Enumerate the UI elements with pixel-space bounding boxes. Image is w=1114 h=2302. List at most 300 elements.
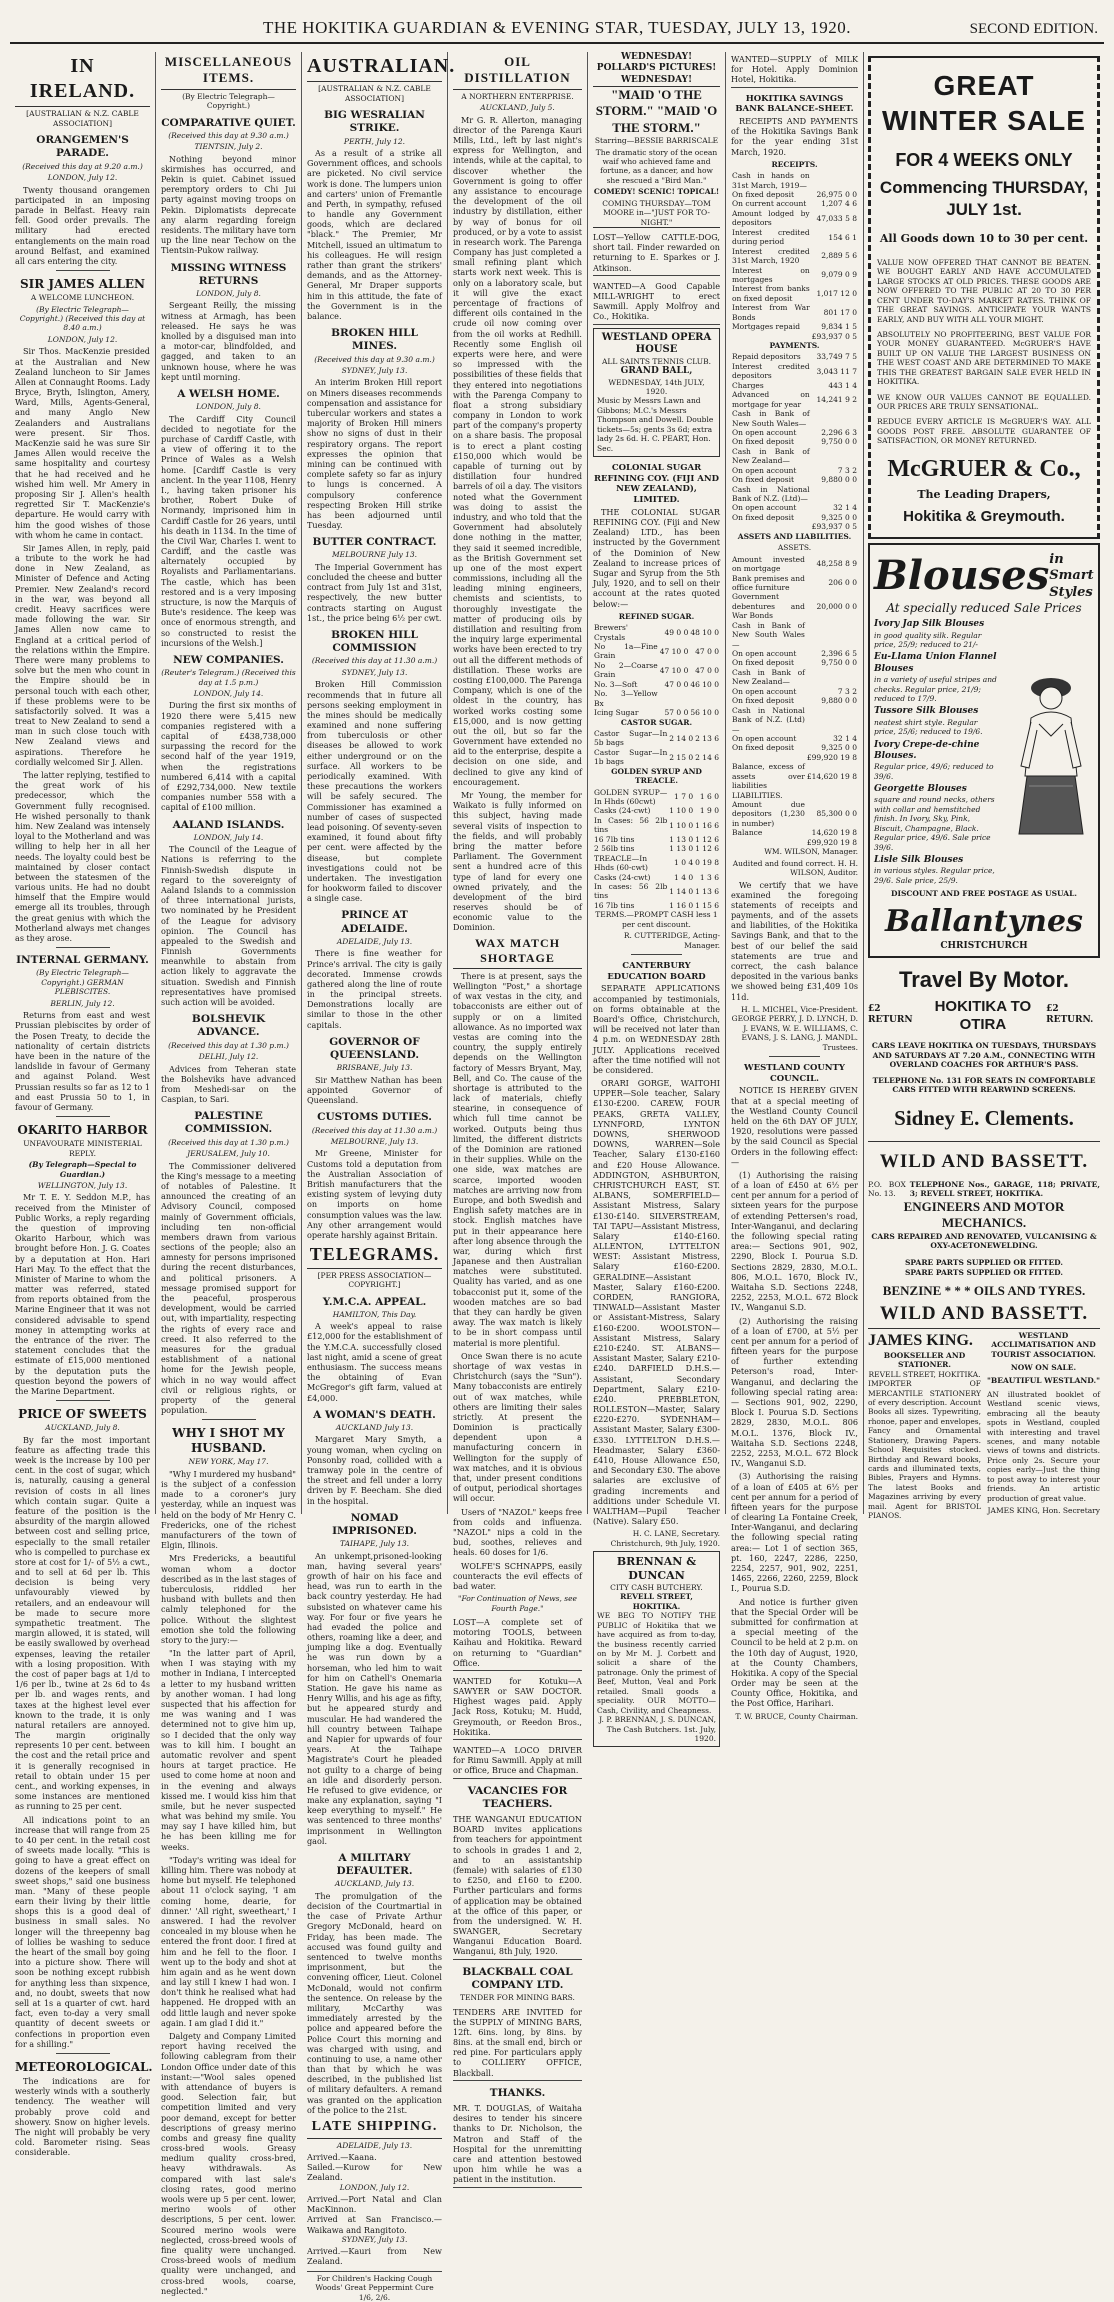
dateline: AUCKLAND July 13.: [335, 1422, 414, 1432]
dateline: SYDNEY, July 13.: [341, 366, 408, 375]
divider: [631, 954, 682, 955]
table-cell: 9,325 0 0: [821, 743, 857, 753]
blouses-tagline: At specially reduced Sale Prices: [886, 601, 1082, 616]
table-row: [731, 668, 858, 687]
story-title: CUSTOMS DUTIES.: [317, 1111, 432, 1124]
sale-date: JULY 1st.: [946, 199, 1022, 219]
classified-ad: WANTED for Kotuku—A SAWYER or SAW DOCTOR. Highest wages paid. Apply Jack Ross, Kotuku; M. Hudd, Greymouth, or Reedon Bros., Hokitika.: [453, 1674, 582, 1740]
table-cell: [659, 689, 690, 708]
story-title: PRINCE AT ADELAIDE.: [341, 909, 408, 935]
ad-line: ALL SAINTS TENNIS CLUB.: [602, 356, 711, 366]
table-cell: 14,620 19 8: [811, 828, 857, 838]
story-body: The promulgation of the decision of the Courtmartial in the case of Private Arthur Gregory McDonald, heard on Friday, has been made. The accused was found guilty and sentenced to twelve months imprisonment, but the convening officer, Lieut. Colonel McDonald, would not confirm the sentence. On release by the military, McCarthy was immediately arrested by the police and appeared before the Police Court this morning and was charged with using, and continuing to use, a name other than that by which he was described, in the published list of military defaulters. A remand was granted on the application of the police to the 21st.: [307, 1890, 442, 2115]
table-cell: Brewers' Crystals: [594, 623, 628, 642]
ad-line: WE BEG TO NOTIFY THE PUBLIC of Hokitika that we have acquired as from to-day, the business recently carried on by Mr M. J. Corbett and solicit a share of the patronage. Only the primest of Beef, Mutton, Veal and Pork retailed. Small goods a speciality. OUR MOTTO—Cash, Civility, and Cheapness.: [597, 1611, 716, 1715]
classified-ad: WANTED—SUPPLY of MILK for Hotel. Apply Dominion Hotel, Hokitika.: [731, 52, 858, 88]
table-cell: 49 0 0: [664, 627, 689, 637]
table-cell: Amount lodged by depositors: [732, 208, 810, 228]
table-cell: Casks (24-cwt): [594, 806, 651, 816]
story-body: By far the most important feature as affecting trade this week is the increase by 100 per cent. in the cost of sugar, which is, naturally, causing a general revision of costs in all lines which contain sugar. Quite a feature of the position is the absurdity of the margin allowed between cost and selling price, especially to the small retailer who is compelled to purchase ex store at cost for 1/- of 5½ a cwt., and to sell at 6d per lb. This decision is being very unfavourably viewed by retailers, and an endeavour will be made to secure more sympathetic treatment. The margin allowed, it is stated, will be easily swallowed by overhead expenses, leaving the retailer with a losing proposition. With the cost of paper bags at 1/d to 1/6 per lb., twine at 2s 6d to 4s per lb. and wages rents, and taxes at the highest level ever known to the trade, it is only natural retailers are annoyed. The margin originally represents 10 per cent. between the cost and the retail price and it is generally recognised in retail to obtain under 15 per cent., and working expenses, in some instances are mentioned as running to 25 per cent.: [15, 1434, 150, 1812]
table-cell: Bank premises and office furniture: [732, 573, 805, 592]
story-body: "Today's writing was ideal for killing him. There was nobody at home but myself. He telephoned about 11 o'clock saying, 'I am coming home, dearie, for dinner.' 'All right, sweetheart,' I answered. I had the revolver concealed in my blouse when he entered the front door. I fired at him and he fell to the floor. I went up to the body and shot at him again and as he went down and lay still I knew I had won. I don't think he realised what had happened. He dropped with an odd little laugh and never spoke again. I am glad I did it.": [161, 1854, 296, 2028]
story-title: BROKEN HILL COMMISSION: [331, 629, 418, 655]
table-row: [731, 621, 858, 649]
received-line: (Received this day at 1.30 p.m.): [168, 1040, 289, 1050]
table-row: [731, 284, 858, 303]
table-cell: Cash in Bank of New South Wales—: [732, 409, 810, 428]
sale-text: ABSOLUTELY NO PROFITEERING, BEST VALUE FOR YOUR MONEY GUARANTEED. McGRUER'S HAVE BUILT UP ON VALUE THE LARGEST BUSINESS ON THE WEST COAST AND ARE DETERMINED TO MAKE THIS THE GREATEST BARGAIN SALE EVER HELD IN HOKITIKA.: [877, 329, 1091, 387]
table-cell: 2 13 6: [695, 733, 719, 743]
table-row: [731, 503, 858, 512]
shipping-line: ADELAIDE, July 13.: [336, 2140, 413, 2150]
classified-ad: MR. T. DOUGLAS, of Waitaha desires to tender his sincere thanks to Dr. Nicholson, the Matron and Staff of the Hospital for the unremitting care and attention bestowed upon him while he was a patient in the institution.: [453, 2101, 582, 2188]
table-row: [731, 447, 858, 466]
column-oil-distillation: [448, 52, 588, 2185]
james-king-body: IMPORTER OF MERCANTILE STATIONERY of every description. Account Books all sizes. Typewriting, rhonoe, paper and envelopes, Fancy and Ornamental Stationery, Drawing Papers. School Requisites stocked. Birthday and Reward books, cards and illuminated texts, Bibles, Prayers and Hymns. The latest Books and Magazines arriving by every mail. Agent for BRISTOL PIANOS.: [868, 1379, 981, 1521]
table-cell: 1 16 0: [669, 900, 694, 910]
ad-title: BRENNAN & DUNCAN: [616, 1555, 697, 1583]
table-row: [593, 788, 720, 807]
table-row: [731, 466, 858, 475]
story-title: PALESTINE COMMISSION.: [184, 1110, 273, 1136]
table-cell: Interest credited depositors: [732, 361, 810, 381]
table-cell: 2 14 0: [669, 733, 694, 743]
blouse-item-detail: in good quality silk. Regular price, 25/9; reduced to 21/-: [874, 630, 982, 649]
story-title: PRICE OF SWEETS: [18, 1407, 147, 1422]
woman-figure-icon: [1009, 666, 1089, 836]
dateline: HAMILTON, This Day.: [332, 1309, 417, 1319]
table-row: [731, 658, 858, 667]
table-cell: 47,033 5 8: [816, 213, 857, 223]
table-cell: 9,325 0 0: [821, 512, 857, 522]
table-cell: 33,749 7 5: [816, 352, 857, 362]
sale-weeks: FOR 4 WEEKS ONLY: [895, 149, 1073, 170]
table-cell: 1 13 0: [669, 834, 694, 844]
table-cell: £93,937 0 5: [811, 522, 857, 532]
great-winter-sale-ad: [868, 56, 1100, 539]
james-king-name: JAMES KING.: [868, 1331, 973, 1349]
story-title: BROKEN HILL MINES.: [331, 327, 418, 353]
spare-parts: SPARE PARTS SUPPLIED OR FITTED.: [904, 1258, 1064, 1268]
terms-line: TERMS.—PROMPT CASH less 1 per cent discount.: [595, 910, 718, 929]
table-row: [731, 409, 858, 428]
ad-body: (2) Authorising the raising of a loan of £700, at 5½ per cent per annum for a period of fifteen years for the purpose of further extending Peterson's road, Inter-Wanganui, and declaring the following special rating area:— Sections 901, 902, 2290, Block I. Pourua S.D. Sections 2829, 2830, M.O.L. 806 M.O.L. 1376, Block IV., Waitaha S.D. Sections 2248, 2252, 2253, M.O.L. 672 Block IV., Wanganui S.D.: [731, 1315, 858, 1469]
liabilities-table: [731, 762, 858, 847]
received-line: (By Telegraph—Special to Guardian.): [28, 1160, 137, 1179]
story-body: Mr T. E. Y. Seddon M.P., has received from the Minister of Public Works, a reply regarding the question of improving Okarito Harbour, which was brought before Hon. J. G. Coates by a deputation at Hon. Hari Hari May. To the effect that the Minister of Marine to whom the matter was referred, stated from reports obtained from the Marine Engineer that it was not considered advisable to spend money in attempting works at the entrance of the river. The statement concludes that the estimate of £15,000 mentioned by the deputation puts the question beyond the powers of the Marine Department.: [15, 1192, 150, 1396]
ad-line: CITY CASH BUTCHERY.: [610, 1582, 703, 1592]
classified-ad: LOST—A complete set of motoring TOOLS, between Kaihau and Hokitika. Reward on returning to "Guardian" Office.: [453, 1615, 582, 1671]
table-cell: [806, 668, 858, 687]
cinema-title: "MAID 'O THE STORM." "MAID 'O THE STORM.": [595, 86, 718, 135]
table-row: [731, 332, 858, 341]
blouses-list: [874, 616, 999, 885]
table-row: [731, 390, 858, 409]
story-title: NEW COMPANIES.: [173, 653, 284, 666]
story-body: Sir Matthew Nathan has been appointed Governor of Queensland.: [307, 1074, 442, 1106]
table-cell: 3,043 11 7: [816, 366, 857, 376]
table-cell: No. 3—Soft: [594, 679, 638, 689]
story-title: METEOROLOGICAL.: [15, 2059, 153, 2074]
beautiful-westland-ad: [987, 1331, 1100, 1524]
table-cell: Cash in Bank of New South Wales—: [732, 620, 805, 649]
table-cell: Interest from War Bonds: [732, 303, 810, 322]
wild-bassett-title: WILD AND BASSETT.: [879, 1302, 1089, 1324]
story-title: A MILITARY DEFAULTER.: [336, 1852, 413, 1878]
story-title: SIR JAMES ALLEN: [20, 277, 145, 292]
story-title: BIG WESRALIAN STRIKE.: [324, 109, 425, 135]
dateline: MELBOURNE July 13.: [331, 550, 418, 560]
table-cell: Interest from banks on fixed deposit: [732, 284, 810, 303]
story-body: There is at present, says the Wellington "Post," a shortage of wax vestas in the city, and tobacconists are either out of supply or on a limited allowance. As no imported wax vestas are coming into the country, the supply entirely depends on the Wellington factory of Messrs Bryant, May, Bell, and Co. The cause of the shortage is attributed to the lack of materials, chiefly stearine, in consequence of which full time cannot be worked. Outputs being thus limited, the different districts of the Dominion are rationed in their supplies. While on the one side, wax matches are scarce, imported wooden matches are arriving now from Europe, and both Swedish and English safety matches are in stock. English matches have put in their appearance here after long absence through the war, during which first Japanese and then Australian matches were substituted. Quality has varied, and as one tobacconist put it, some of the wooden matches are so bad that they can hardly be given away. The wax match is likely to be in short compass until material is more plentiful.: [453, 970, 582, 1348]
dateline: AUCKLAND, July 5.: [480, 103, 555, 113]
dateline: LONDON, July 14.: [193, 832, 264, 842]
table-row: [593, 729, 720, 748]
table-row: [731, 687, 858, 696]
table-heading: PAYMENTS.: [769, 341, 820, 351]
continuation-note: "For Continuation of News, see Fourth Page.": [458, 1594, 577, 1613]
table-cell: In cases: 56 2lb tins: [594, 881, 668, 901]
table-cell: 16 7lb tins: [594, 900, 635, 910]
wild-bassett-ad: [868, 1141, 1100, 1326]
story-body: Broken Hill Commission recommends that in future all persons seeking employment in the mines should be medically examined and none suffering from tuberculosis or other diseases be allowed to work either underground or on the surface. All workers to be periodically examined. With these precautions the workers will be safely secured. The Commissioner has examined a number of cases of suspected lead poisoning. Of seventy-seven examined, it found about fifty per cent. were affected by the disease, but complete investigations could not be undertaken. The investigation for hookworm failed to discover a single case.: [307, 679, 442, 904]
table-cell: On open account: [732, 649, 797, 659]
story-body: Nothing beyond minor skirmishes has occurred, and Pekin is quiet. Cabinet issued peremptory orders to Chi Jui party against moving troops on Pekin. Diplomatists deprecate any alarm regarding foreign residents. The military have torn up the line near Techow on the Tientsin-Pukow railway.: [161, 153, 296, 256]
story-body: "Why I murdered my husband" is the subject of a confession made to a coroner's jury yesterday, while an inquest was held on the body of Mr Henry C. Fredericks, one of the richest manufacturers of the town of Elgin, Illinois.: [161, 1468, 296, 1551]
table-row: [731, 838, 858, 847]
table-row: [731, 555, 858, 574]
table-cell: 2,396 6 5: [821, 649, 857, 659]
signature: J. P. BRENNAN, J. S. DUNCAN, The Cash Butchers. 1st. July, 1920.: [599, 1715, 716, 1743]
spare-parts: SPARE PARTS SUPPLIED OR FITTED.: [904, 1267, 1064, 1277]
sidney-clements: Sidney E. Clements.: [894, 1105, 1074, 1130]
table-cell: 9,880 0 0: [821, 696, 857, 706]
table-heading: CASTOR SUGAR.: [620, 717, 693, 727]
wild-bassett-title: WILD AND BASSETT.: [879, 1151, 1089, 1172]
story-subtitle: A NORTHERN ENTERPRISE.: [461, 91, 574, 101]
blouses-title: Blouses: [874, 551, 1050, 599]
table-cell: Repaid depositors: [732, 352, 801, 362]
story-body: Twenty thousand orangemen participated in an imposing parade in Belfast. Heavy rain fell. Good order prevails. The military had erected entanglements on the main road around Belfast, and examined all cars entering the city.: [15, 184, 150, 266]
ad-line: Music by Messrs Lawn and Gibbons; M.C.'s Messrs Thompson and Dowell. Double tickets—5s; gents 3s 6d; extra lady 2s 6d. H. C. PEART, Hon. Sec.: [597, 396, 714, 453]
dateline: ADELAIDE, July 13.: [336, 936, 413, 946]
shipping-line: Arrived.—Kauri from New Zealand.: [307, 2246, 442, 2267]
table-cell: Balance: [732, 828, 763, 838]
table-cell: LIABILITIES.: [732, 790, 783, 800]
story-body: The Cardiff City Council decided to negotiate for the purchase of Cardiff Castle, with a view of offering it to the Prince of Wales as a Welsh home. [Cardiff Castle is very ancient. In the year 1108, Henry I., having taken prisoner his brother, Robert Duke of Normandy, imprisoned him in Cardiff Castle for 26 years, until his death in 1134. In the time of the Civil War, Charles I. went to Cardiff, and the castle was alternately occupied by Royalists and Parliamentarians. The castle, which has been restored and is a very imposing structure, is now the Marquis of Bute's residence. The keep was once of enormous strength, and so constructed to resist the incursions of the Welsh.]: [161, 413, 296, 648]
sale-text: REDUCE EVERY ARTICLE IS McGRUER'S WAY. ALL GOODS POST FREE. ABSOLUTE GUARANTEE OF SATISFACTION, OR MONEY RETURNED.: [877, 417, 1091, 446]
story-body: Mr G. R. Allerton, managing director of the Parenga Kauri Mills, Ltd., left by last night's express for Wellington, and intends, while at the capital, to discover whether the Government is going to offer any assistance to encourage the development of the oil industry by distillation, either by way of bonus for oil produced, or by a vote to assist in research work. The Parenga Company has just completed a small refining plant which starts work next week. This is only on a laboratory scale, but it will give the exact percentage of fractions of different oils contained in the crude oil now coming over from the oil works at Redhill. Recently some English oil experts were here, and were so impressed with the possibilities of these fields that they entered into negotiations with the Parenga Company to float a strong subsidiary company in London to work part of the company's property on a share basis. The proposal is to erect a plant costing £150,000 which would be capable of turning out by distillation four hundred barrels of oil a day. The visitors noted what the Government was doing to assist the industry, and who told that the Government had absolutely done nothing in the matter, they said it seemed incredible, as the British Government set up one of the most expert commissions, including all the leading mining engineers, chemists and scientists, to thoroughly investigate the matter of producing oils by distillation and resulting from the inquiry large experimental works have been erected to try out all the different methods of distillation. These works are costing £100,000. The Parenga Company, which is one of the oldest in the country, has worked works costing some £15,000, and is now getting out the oil, but so far the Government have extended no aid to the enterprise, despite a decision on one side, and declined to give any kind of encouragement.: [453, 114, 582, 787]
table-cell: 32 1 4: [833, 733, 857, 743]
table-cell: 1 16 6: [695, 820, 719, 830]
masthead-title: THE HOKITIKA GUARDIAN & EVENING STAR, TUESDAY, JULY 13, 1920.: [263, 18, 851, 37]
table-cell: 46 10 0: [690, 679, 719, 689]
table-cell: 1 6 0: [699, 792, 719, 802]
table-cell: [811, 171, 858, 190]
blouse-item-title: Ivory Crepe-de-chine Blouses.: [874, 739, 980, 761]
shipping-line: Arrived.—Kaana.: [307, 2152, 377, 2163]
golden-syrup-table: [593, 788, 720, 854]
table-cell: 48 10 0: [690, 627, 719, 637]
story-title: WHY I SHOT MY HUSBAND.: [172, 1426, 285, 1456]
story-body: Advices from Teheran state the Bolsheviks have advanced from Meshedi-sar on the Caspian, to Sari.: [161, 1063, 296, 1105]
po-box: P.O. BOX No. 13.: [868, 1179, 906, 1199]
blouse-item-detail: neatest shirt style. Regular price, 25/6; reduced to 19/6.: [874, 717, 983, 737]
engineers-line: ENGINEERS AND MOTOR MECHANICS.: [903, 1198, 1065, 1231]
story-title: MISSING WITNESS RETURNS: [170, 261, 287, 287]
table-cell: 2 15 0: [669, 752, 694, 762]
table-cell: 1 14 0: [669, 886, 694, 896]
table-row: [731, 428, 858, 437]
ad-line: WEDNESDAY, 14th JULY, 1920.: [608, 377, 705, 396]
divider: [202, 1419, 256, 1420]
table-cell: Charges: [732, 380, 764, 390]
table-row: [593, 835, 720, 844]
table-cell: 1 13 6: [695, 886, 719, 896]
divider: [56, 1116, 110, 1117]
table-cell: Cash in National Bank of N.Z. (Ltd)—: [732, 705, 805, 734]
story-title: GOVERNOR OF QUEENSLAND.: [329, 1035, 420, 1062]
table-cell: Government debentures and War Bonds: [732, 592, 805, 621]
table-row: [593, 806, 720, 815]
castor-sugar-table: [593, 729, 720, 767]
table-cell: 1 12 6: [695, 844, 719, 854]
table-row: [731, 352, 858, 361]
table-cell: 48,258 8 9: [816, 559, 857, 569]
table-row: [593, 844, 720, 853]
table-row: [731, 522, 858, 531]
dateline: AUCKLAND, July 13.: [334, 1879, 415, 1889]
ad-body: And notice is further given that the Special Order will be submitted for confirmation at a special meeting of the Council to be held at 2 p.m. on the 10th day of August, 1920, at the County Chambers, Hokitika. A copy of the Special Order may be seen at the County Office, Hokitika, and the Post Office, Harihari.: [731, 1596, 858, 1709]
firm-name: McGRUER & Co.,: [887, 455, 1081, 482]
table-cell: Interest on mortgages: [732, 265, 810, 284]
story-body: "In the latter part of April, when I was staying with my mother in Indiana, I intercepted a letter to my husband written by another woman. I had long suspected that his affection for me was waning and I was determined not to give him up, so I decided that the only way was to kill him. I bought an automatic revolver and spent hours at target practice. He used to come home at noon and in the evening and always kissed me. I would kiss him that smile, but he never suspected what was behind my smile. You may say I have killed him, but he has been killing me for weeks.: [161, 1648, 296, 1852]
table-cell: 0 19 8: [695, 858, 719, 868]
table-cell: 1,017 12 0: [816, 289, 857, 299]
table-cell: [689, 689, 720, 708]
blouse-item-title: Georgette Blouses: [874, 784, 967, 795]
ad-body: We certify that we have examined the foregoing statements of receipts and payments, and of the assets and liabilities, of the Hokitika Savings Bank, and that to the best of our belief the said statements are true and correct, the cash balance deposited in the various banks we showed being £31,409 10s 11d.: [731, 879, 858, 1002]
blouses-body: [874, 616, 1094, 885]
dateline: PERTH, July 12.: [343, 136, 406, 146]
table-cell: 1 13 0: [669, 844, 694, 854]
ad-body: THE COLONIAL SUGAR REFINING COY. (Fiji and New Zealand) LTD., has been instructed by the Government of the Dominion of New Zealand to increase prices of Sugar and Syrup from the 5th July, 1920, and to sell on their account at the rates quoted below:—: [593, 506, 720, 609]
table-row: [593, 748, 720, 767]
engineers-sub: CARS REPAIRED AND RENOVATED, VULCANISING & OXY-ACETONEWELDING.: [871, 1231, 1097, 1250]
table-row: [731, 743, 858, 752]
table-cell: 9,880 0 0: [821, 475, 857, 485]
table-cell: 20,000 0 0: [816, 601, 857, 611]
table-row: [593, 882, 720, 901]
ad-title: WESTLAND COUNTY COUNCIL.: [744, 1062, 845, 1084]
table-cell: [811, 485, 858, 504]
table-heading: REFINED SUGAR.: [618, 611, 695, 621]
ad-title: THANKS.: [489, 2086, 546, 2099]
table-cell: Mortgages repaid: [732, 322, 801, 332]
story-subtitle: UNFAVOURATE MINISTERIAL REPLY.: [23, 1139, 142, 1158]
table-cell: 154 6 1: [828, 232, 857, 242]
story-title: ORANGEMEN'S PARADE.: [36, 134, 129, 160]
nazol-ad: Users of "NAZOL" keeps free from colds and influenza. "NAZOL" nips a cold in the bud, soothes, relieves and heals. 60 doses for 1/6.: [453, 1506, 582, 1558]
table-cell: 1 3 6: [699, 872, 719, 882]
benzine-line: BENZINE * * * OILS AND TYRES.: [882, 1283, 1086, 1299]
opera-house-ad: [593, 328, 720, 457]
table-row: [731, 762, 858, 790]
story-body: Mr Greene, Minister for Customs told a deputation from the Australian Association of British manufacturers that the existing system of levying duty on imports on home consumption values was the law. Any other arrangement would operate harshly against Britain.: [307, 1148, 442, 1240]
james-king-addr: REVELL STREET, HOKITIKA.: [868, 1369, 981, 1379]
table-cell: On current account: [732, 199, 807, 209]
ballantynes-logo: Ballantynes: [885, 903, 1083, 939]
table-cell: Icing Sugar: [594, 708, 639, 718]
dateline: AUCKLAND, July 8.: [45, 1423, 120, 1433]
table-row: [731, 381, 858, 390]
table-cell: Cash in hands on 31st March, 1919—: [732, 171, 810, 190]
story-body: As a result of a strike all Government offices, and schools are picketed. No civil service work is done. The lumpers union and carters' union of Fremantle and Perth, in sympathy, refused to handle any Government goods, which are declared "black." The Premier, Mr Mitchell, issued an ultimatum to his colleagues. He will resign rather than grant the strikers' demands, and as the Attorney-General, Mr Draper supports him in this attitude, the fate of the Government is in the balance.: [307, 147, 442, 321]
dateline: DELHI, July 12.: [198, 1052, 259, 1062]
blouse-item-detail: Regular price, 49/6; reduced to 39/6.: [874, 762, 994, 781]
table-row: [593, 854, 720, 873]
heading-late-shipping: LATE SHIPPING.: [307, 2118, 442, 2139]
table-cell: 85,300 0 0: [816, 809, 857, 819]
table-cell: 32 1 4: [833, 503, 857, 513]
heading-australian: AUSTRALIAN.: [307, 54, 442, 82]
story-body: The indications are for westerly winds with a southerly tendency. The weather will probably prove cold and showery. Snow on higher levels. The night will probably be very cold. Barometer rising. Seas considerable.: [15, 2076, 150, 2158]
treacle-table: [593, 854, 720, 911]
ad-body: (1) Authorising the raising of a loan of £450 at 6½ per cent per annum for a period of sixteen years for the purpose of extending Pettersen's road, Inter-Wanganui, and declaring the following special rating area:— Sections 901, 902, 2290, Block I. Pourua S.D. Sections 2829, 2830, M.O.L. 806, M.O.L. 1670, Block IV., Waitaha S.D. Sections 2248, 2252, 2253, M.O.L. 672 Block IV., Wanganui S.D.: [731, 1169, 858, 1313]
shipping-line: SYDNEY, July 13.: [341, 2234, 408, 2244]
sale-commence: Commencing THURSDAY,: [879, 178, 1089, 198]
classified-ad: TENDERS ARE INVITED for the SUPPLY of MINING BARS, 12ft. 6ins. long, by 8ins. by 8ins. at the small end, birch or red pine. For particulars apply to COLLIERY OFFICE, Blackball.: [453, 2005, 582, 2081]
table-cell: [811, 409, 858, 428]
ad-title: CANTERBURY EDUCATION BOARD: [607, 961, 706, 982]
story-title: COMPARATIVE QUIET.: [161, 116, 296, 129]
cough-cure-ad: For Children's Hacking Cough Woods' Great Peppermint Cure 1/6, 2/6.: [307, 2271, 442, 2302]
table-cell: Balance, excess of assets over liabilities: [732, 762, 805, 791]
table-cell: 47 0 0: [695, 646, 719, 656]
table-cell: 443 1 4: [828, 380, 857, 390]
table-cell: Amount invested on mortgage: [732, 554, 805, 574]
story-body: Sir Thos. MacKenzie presided at the Australian and New Zealand luncheon to Sir James Allen at Connaught Rooms. Lady Bryce, Bryth, Islington, Amery, Ward, Mills, Agents-General, and many Anglo New Zealanders and Australians were present. Sir Thos. MacKenzie said he was sure Sir James Allen would receive the same hospitality and courtesy that he had received and he wished him well. Mr Amery in proposing Sir J. Allen's health regretted Sir T. MacKenzie's departure. He would carry with him the good wishes of those with whom he came in contact.: [15, 346, 150, 540]
story-body: During the first six months of 1920 there were 5,415 new companies registered with a capital of £438,738,000 surpassing the record for the second half of the year 1919, when the registrations numbered 6,414 with a capital of £292,734,000. New textile companies number 558 with a capital of £100 million.: [161, 700, 296, 813]
otira-price-left: £2 RETURN: [868, 1003, 913, 1025]
telephone: TELEPHONE Nos., GARAGE, 118; PRIVATE, 3; REVELL STREET, HOKITIKA.: [909, 1179, 1100, 1199]
story-body: Margaret Mary Smyth, a young woman, when cycling on Ponsonby road, collided with a tramway pole in the centre of the street and fell under a lorry driven by F. Beecham. She died in the hospital.: [307, 1434, 442, 1506]
table-cell: Cash in National Bank of N.Z. (Ltd)—: [732, 484, 810, 504]
table-cell: 47 0 0: [664, 679, 689, 689]
table-cell: [731, 332, 811, 341]
table-cell: TREACLE—In Hhds (60-cwt): [594, 853, 648, 873]
received-line: (Received this day at 1.30 p.m.): [168, 1137, 289, 1147]
otira-row: [868, 998, 1100, 1036]
ad-line: REVELL STREET, HOKITIKA.: [620, 1592, 693, 1611]
column-notices-b: [726, 52, 864, 1721]
sale-discount: All Goods down 10 to 30 per cent.: [879, 232, 1089, 246]
story-title: BOLSHEVIK ADVANCE.: [191, 1013, 266, 1039]
woman-illustration: [1003, 616, 1094, 885]
table-row: [731, 209, 858, 228]
table-heading: ASSETS.: [777, 543, 812, 553]
table-cell: No 1a—Fine Grain: [594, 642, 658, 661]
ballantynes-city: CHRISTCHURCH: [940, 940, 1028, 951]
received-line: (Received this day at 11.30 a.m.): [311, 656, 438, 666]
blouses-ad: [868, 543, 1100, 958]
story-title: Y.M.C.A. APPEAL.: [322, 1295, 427, 1308]
table-cell: 56 10 0: [690, 708, 719, 718]
otira-route: HOKITIKA TO OTIRA: [934, 997, 1032, 1034]
blouse-item-title: Lisle Silk Blouses: [874, 855, 964, 866]
story-body: The Commissioner delivered the King's message to a meeting of notables of Palestine. It announced the creating of an Advisory Council, composed mainly of Government officials, including ten non-official members drawn from various sections of the people; also an amnesty for persons imprisoned during the recent disturbances, and political prisoners. A message promised support for the peaceful, prosperous development, would be carried out, with impartiality, respecting the rights of every race and creed. It also referred to the measures for the gradual establishment of a national home for the Jewish people, which in no way would affect civil or religious rights, or property of the general population.: [161, 1160, 296, 1416]
now-on-sale: NOW ON SALE.: [1010, 1362, 1077, 1372]
table-cell: 26,975 0 0: [816, 190, 857, 200]
cinema-description: The dramatic story of the ocean waif who achieved fame and fortune, as a dancer, and how she rescued a "Bird Man.": [595, 147, 718, 185]
story-subtitle: A WELCOME LUNCHEON.: [30, 293, 135, 303]
blouses-discount: DISCOUNT AND FREE POSTAGE AS USUAL.: [890, 889, 1078, 899]
divider: [56, 2053, 110, 2054]
sale-title: GREAT WINTER SALE: [882, 70, 1086, 137]
table-cell: 1 9 0: [699, 806, 719, 816]
table-row: [731, 696, 858, 705]
cinema-row: COMEDY! SCENIC! TOPICAL!: [593, 187, 720, 197]
blouse-item-detail: in various styles. Regular price, 29/6. Sale price, 25/9.: [874, 866, 995, 885]
otira-schedule: CARS LEAVE HOKITIKA ON TUESDAYS, THURSDAYS AND SATURDAYS AT 7.20 A.M., CONNECTING WITH OVERLAND COACHES FOR ARTHUR'S PASS.: [871, 1041, 1097, 1070]
received-line: (Received this day at 9.30 a.m.): [168, 130, 289, 140]
story-body: Sergeant Reilly, the missing witness at Armagh, has been released. He says he was knolled by a disguised man into a motor-car, blindfolded, and gagged, and taken to an unknown house, where he was kept until morning.: [161, 300, 296, 382]
story-title: OKARITO HARBOR: [17, 1123, 148, 1138]
sale-text: WE KNOW OUR VALUES CANNOT BE EQUALLED. OUR PRICES ARE TRULY SENSATIONAL.: [877, 392, 1091, 411]
story-body: An unkempt,prisoned-looking man, having several years' growth of hair on his face and head, was run to earth in the back country yesterday. He had subsisted on whatever came his way. For four or five years he had evaded the police and others, roaming like a deer, and jumping like a dog. Eventually he was run down by a horseman, who led him to wait for him on Cathell's Onemaria Station. He gave his name as Henry Willis, and his age as fifty, but he appeared sturdy and muscular. He had wandered the hill country between Taihape and Napier for upwards of four years. At the Taihape Magistrate's Court he pleaded not guilty to a charge of being an idle and disorderly person. He refused to give evidence, or make any explanation, saying "I keep everything to myself." He was sentenced to three months' imprisonment in Wellington gaol.: [307, 1550, 442, 1846]
table-cell: £14,620 19 8: [806, 771, 857, 781]
table-cell: On open account: [732, 503, 797, 513]
table-cell: On open account: [732, 465, 797, 475]
table-row: [731, 437, 858, 446]
table-cell: [806, 621, 858, 649]
table-row: [731, 303, 858, 322]
table-row: [731, 199, 858, 208]
table-cell: [806, 791, 858, 800]
story-body: An interim Broken Hill report on Miners diseases recommends compensation and assistance for tubercular workers and states a majority of Broken Hill miners show no signs of dust in their respiratory organs. The report expresses the opinion that mining can be continued with complete safety so far as injury to lungs is concerned. A compulsory conference respecting Broken Hill strike has been adjourned until Tuesday.: [307, 377, 442, 531]
otira-price-right: £2 RETURN.: [1046, 1003, 1094, 1025]
table-cell: 9,750 0 0: [821, 437, 857, 447]
dateline: SYDNEY, July 13.: [341, 667, 408, 677]
table-cell: On fixed deposit: [732, 658, 795, 668]
signature: T. W. BRUCE, County Chairman.: [735, 1711, 858, 1721]
booklet-title: "BEAUTIFUL WESTLAND.": [987, 1376, 1101, 1386]
story-body: The latter replying, testified to the great work of his predecessor, which the Government fully recognised. He wished personally to thank him. New Zealand was intensely loyal to the Motherland and was willing to help her in all her needs. The loyalty could best be maintained by closer contact between the statesmen of the various units. He had no doubt himself that the Empire would emerge all its troubles, through the great genius with which the Motherland always met changes as they arose.: [15, 770, 150, 944]
table-cell: 2,296 6 3: [821, 427, 857, 437]
table-row: [593, 680, 720, 689]
table-row: [731, 706, 858, 734]
masthead: [10, 0, 1104, 44]
refined-sugar-table: [593, 623, 720, 717]
table-cell: On fixed deposit: [732, 512, 795, 522]
dateline: TIENTSIN, July 2.: [194, 142, 263, 152]
blouse-item-detail: square and round necks, others with collar and hemstitched finish. In Ivory, Sky, Pink, Biscuit, Champagne, Black. Regular price, 49/6. Sale price 39/6.: [874, 795, 995, 852]
table-cell: 1 7 0: [674, 792, 694, 802]
table-cell: 2 14 6: [695, 752, 719, 762]
table-row: [731, 228, 858, 247]
column-ireland: [10, 52, 156, 2158]
classified-ad: LOST—Yellow CATTLE-DOG, short tail. Finder rewarded on returning to E. Sparkes or J. Atkinson.: [593, 230, 720, 276]
signature: H. C. LANE, Secretary. Christchurch, 9th July, 1920.: [610, 1529, 720, 1548]
table-cell: £99,920 19 8: [806, 837, 857, 847]
blouse-item-title: Eu-Llama Union Flannel Blouses: [874, 652, 997, 674]
james-king-ad: [868, 1331, 981, 1524]
divider: [56, 270, 110, 271]
table-cell: 1 0 4: [674, 858, 694, 868]
heading-in-ireland: IN IRELAND.: [15, 54, 150, 107]
table-cell: 9,079 0 9: [821, 270, 857, 280]
table-cell: 9,750 0 0: [821, 658, 857, 668]
